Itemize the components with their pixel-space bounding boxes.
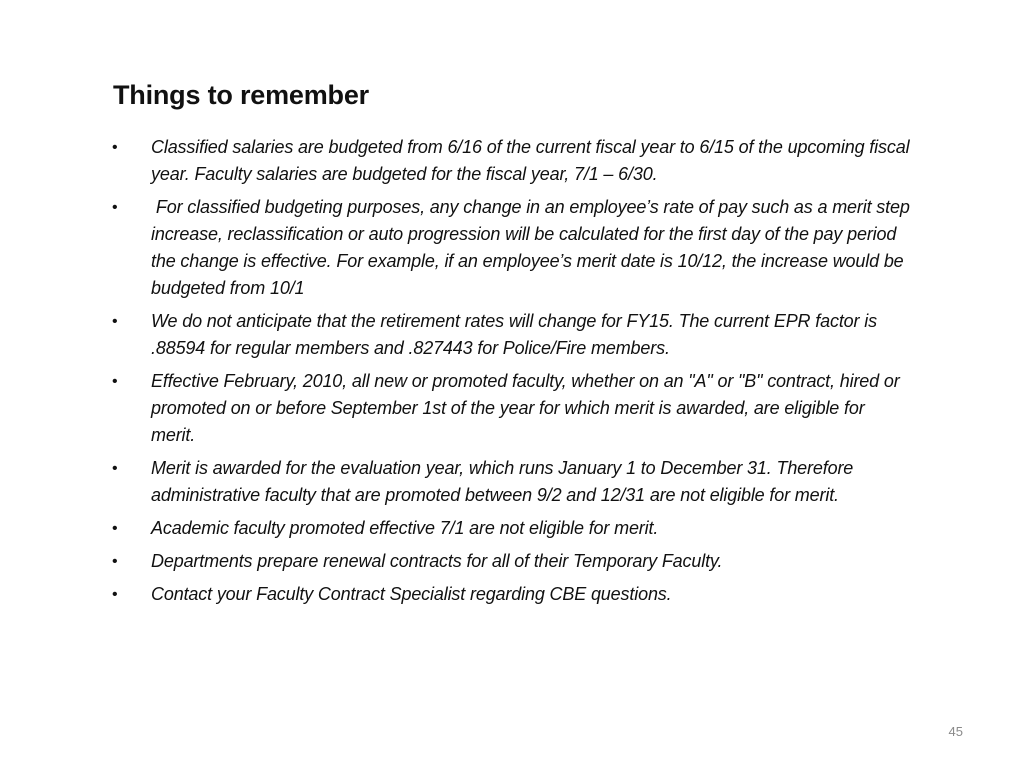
- slide-number: 45: [948, 724, 963, 739]
- bullet-item: [112, 515, 912, 542]
- bullet-icon: •: [112, 139, 118, 156]
- bullet-text: Academic faculty promoted effective 7/1 are not eligible for merit.: [151, 518, 659, 538]
- bullet-item: [112, 308, 912, 362]
- slide-title: Things to remember: [113, 80, 369, 110]
- bullet-item: [112, 548, 912, 575]
- bullet-text: For classified budgeting purposes, any change in an employee’s rate of pay such as a merit step increase, reclassification or auto progression will be calculated for the first day of the pay period the change is effective. For example, if an employee’s merit date is 10/12, the increase would be budgeted from 10/1: [151, 197, 915, 298]
- bullet-text: Effective February, 2010, all new or promoted faculty, whether on an "A" or "B" contract, hired or promoted on or before September 1st of the year for which merit is awarded, are eligible for merit.: [151, 371, 900, 445]
- bullet-item: [112, 194, 915, 302]
- bullet-icon: •: [112, 373, 118, 390]
- bullet-item: [112, 134, 912, 188]
- bullet-icon: •: [112, 313, 118, 330]
- bullet-text: Merit is awarded for the evaluation year, which runs January 1 to December 31. Therefore administrative faculty that are promoted between 9/2 and 12/31 are not eligible for merit.: [151, 458, 854, 505]
- bullet-text: Departments prepare renewal contracts for all of their Temporary Faculty.: [151, 551, 723, 571]
- bullet-list: [112, 134, 915, 614]
- bullet-text: Contact your Faculty Contract Specialist regarding CBE questions.: [151, 584, 672, 604]
- bullet-icon: •: [112, 586, 118, 603]
- bullet-item: [112, 368, 912, 449]
- bullet-icon: •: [112, 460, 118, 477]
- bullet-item: [112, 455, 912, 509]
- bullet-text: Classified salaries are budgeted from 6/16 of the current fiscal year to 6/15 of the upcoming fiscal year. Faculty salaries are budgeted for the fiscal year, 7/1 – 6/30.: [151, 137, 910, 184]
- bullet-icon: •: [112, 520, 118, 537]
- bullet-icon: •: [112, 199, 118, 216]
- bullet-item: [112, 581, 912, 608]
- bullet-icon: •: [112, 553, 118, 570]
- bullet-text: We do not anticipate that the retirement rates will change for FY15. The current EPR factor is .88594 for regular members and .827443 for Police/Fire members.: [151, 311, 877, 358]
